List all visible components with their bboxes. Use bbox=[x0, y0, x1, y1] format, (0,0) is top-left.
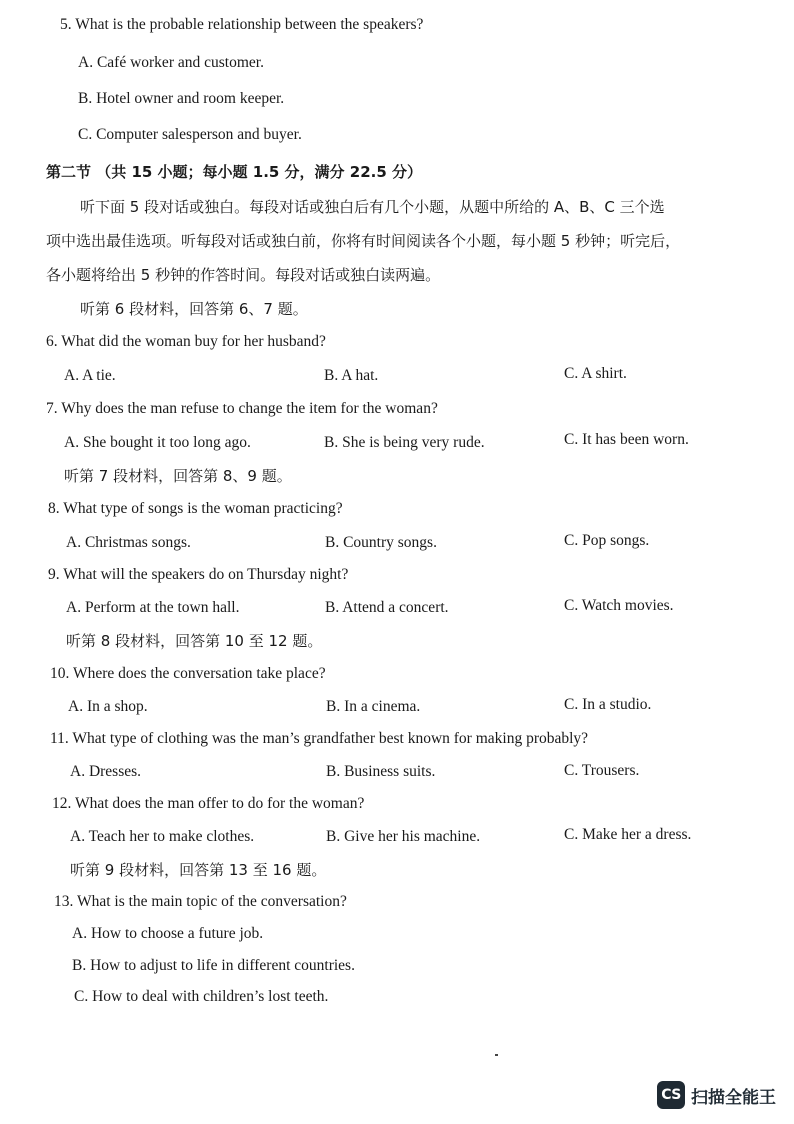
section-instructions-line2: 项中选出最佳选项。听每段对话或独白前，你将有时间阅读各个小题，每小题 5 秒钟；听完后， bbox=[46, 232, 681, 250]
q10-option-c: C. In a studio. bbox=[564, 696, 652, 713]
q10-question: 10. Where does the conversation take place? bbox=[50, 665, 326, 682]
q8-option-c: C. Pop songs. bbox=[564, 532, 650, 549]
q12-question: 12. What does the man offer to do for the woman? bbox=[52, 795, 365, 812]
q8-option-b: B. Country songs. bbox=[325, 534, 437, 551]
q5-question: 5. What is the probable relationship between the speakers? bbox=[60, 16, 424, 33]
q6-option-c: C. A shirt. bbox=[564, 365, 627, 382]
q13-question: 13. What is the main topic of the conversation? bbox=[54, 893, 347, 910]
material-9-heading: 听第 9 段材料，回答第 13 至 16 题。 bbox=[70, 861, 327, 879]
q8-question: 8. What type of songs is the woman practicing? bbox=[48, 500, 343, 517]
q8-option-a: A. Christmas songs. bbox=[66, 534, 191, 551]
q6-question: 6. What did the woman buy for her husband? bbox=[46, 333, 326, 350]
q11-option-b: B. Business suits. bbox=[326, 763, 436, 780]
q5-option-c: C. Computer salesperson and buyer. bbox=[78, 126, 302, 143]
q6-option-a: A. A tie. bbox=[64, 367, 116, 384]
camscanner-logo-icon: CS bbox=[657, 1081, 685, 1109]
q11-option-a: A. Dresses. bbox=[70, 763, 142, 780]
q11-option-c: C. Trousers. bbox=[564, 762, 640, 779]
section-header: 第二节 （共 15 小题；每小题 1.5 分，满分 22.5 分） bbox=[46, 163, 423, 181]
q13-option-c: C. How to deal with children’s lost teeth. bbox=[74, 988, 329, 1005]
camscanner-label: 扫描全能王 bbox=[691, 1087, 776, 1108]
q10-option-b: B. In a cinema. bbox=[326, 698, 421, 715]
q6-option-b: B. A hat. bbox=[324, 367, 379, 384]
q5-option-a: A. Café worker and customer. bbox=[78, 54, 264, 71]
q7-option-c: C. It has been worn. bbox=[564, 431, 689, 448]
material-7-heading: 听第 7 段材料，回答第 8、9 题。 bbox=[64, 467, 292, 485]
section-instructions-line3: 各小题将给出 5 秒钟的作答时间。每段对话或独白读两遍。 bbox=[46, 266, 441, 284]
q13-option-b: B. How to adjust to life in different countries. bbox=[72, 957, 355, 974]
section-instructions-line1: 听下面 5 段对话或独白。每段对话或独白后有几个小题，从题中所给的 A、B、C 三个选 bbox=[80, 198, 665, 216]
q5-option-b: B. Hotel owner and room keeper. bbox=[78, 90, 285, 107]
q7-option-a: A. She bought it too long ago. bbox=[64, 434, 251, 451]
q11-question: 11. What type of clothing was the man’s grandfather best known for making probably? bbox=[50, 730, 589, 747]
scan-speck bbox=[495, 1054, 498, 1056]
q9-option-c: C. Watch movies. bbox=[564, 597, 674, 614]
q10-option-a: A. In a shop. bbox=[68, 698, 148, 715]
q12-option-a: A. Teach her to make clothes. bbox=[70, 828, 255, 845]
q12-option-c: C. Make her a dress. bbox=[564, 826, 692, 843]
q9-question: 9. What will the speakers do on Thursday night? bbox=[48, 566, 349, 583]
q7-option-b: B. She is being very rude. bbox=[324, 434, 485, 451]
q13-option-a: A. How to choose a future job. bbox=[72, 925, 264, 942]
q12-option-b: B. Give her his machine. bbox=[326, 828, 481, 845]
material-6-heading: 听第 6 段材料，回答第 6、7 题。 bbox=[80, 300, 308, 318]
q9-option-b: B. Attend a concert. bbox=[325, 599, 449, 616]
material-8-heading: 听第 8 段材料，回答第 10 至 12 题。 bbox=[66, 632, 323, 650]
q7-question: 7. Why does the man refuse to change the item for the woman? bbox=[46, 400, 438, 417]
q9-option-a: A. Perform at the town hall. bbox=[66, 599, 240, 616]
camscanner-watermark bbox=[657, 1080, 776, 1110]
